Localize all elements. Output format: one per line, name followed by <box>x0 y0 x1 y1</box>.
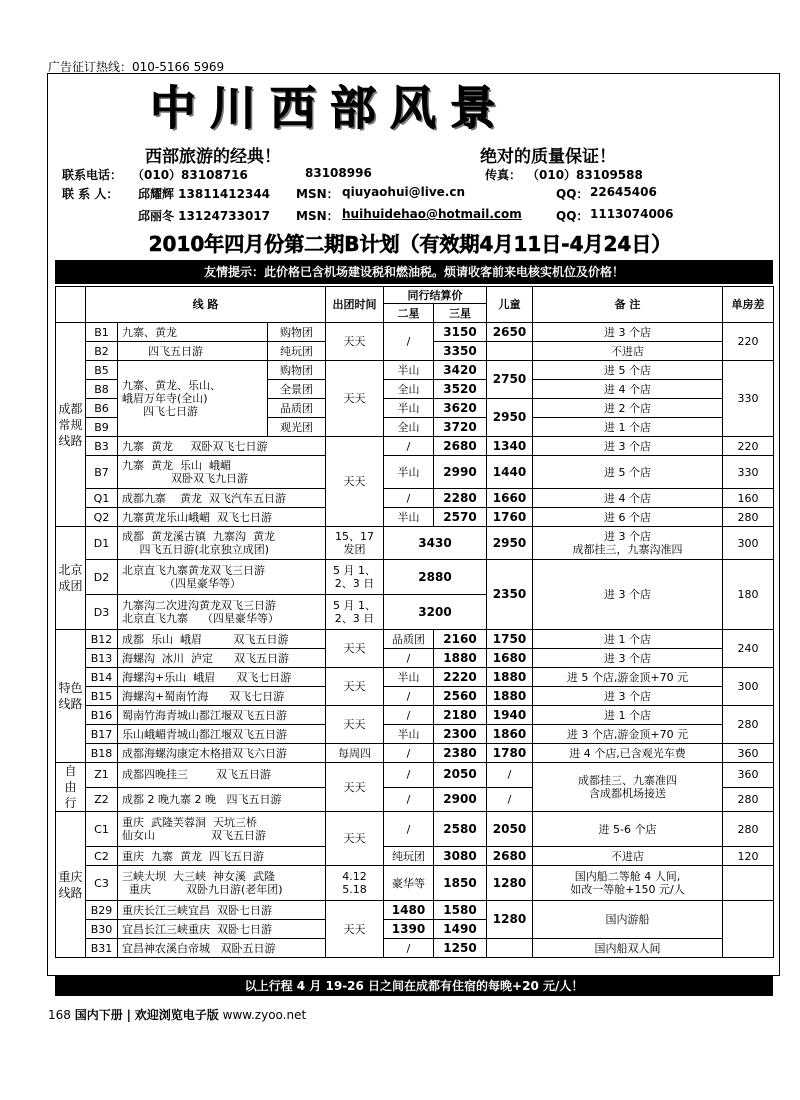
row-remark: 进 3 个店 <box>533 323 723 342</box>
row-two-star: 豪华等 <box>384 866 434 901</box>
row-two-star: / <box>384 744 434 763</box>
row-child: 2950 <box>487 399 533 437</box>
row-child: 2680 <box>487 847 533 866</box>
row-route: 成都四晚挂三 双飞五日游 <box>118 763 326 788</box>
header-depart: 出团时间 <box>326 287 384 323</box>
phone-label: 联系电话： <box>62 168 123 182</box>
row-three-star: 1490 <box>434 920 487 939</box>
row-two-star: / <box>384 649 434 668</box>
row-two-star: / <box>384 812 434 847</box>
row-code: B14 <box>86 668 118 687</box>
row-two-star: / <box>384 323 434 361</box>
row-three-star: 2880 <box>384 560 487 595</box>
row-route: 海螺沟 冰川 泸定 双飞五日游 <box>118 649 326 668</box>
row-two-star: / <box>384 687 434 706</box>
msn-label-1: MSN： <box>296 187 339 201</box>
fax-number: （010）83109588 <box>527 168 643 182</box>
row-remark: 进 4 个店 <box>533 489 723 508</box>
msn-label-2: MSN： <box>296 209 339 223</box>
row-depart: 天天 <box>326 763 384 812</box>
row-single: 280 <box>723 508 774 527</box>
qq-label-2: QQ： <box>556 209 589 223</box>
row-three-star: 3080 <box>434 847 487 866</box>
row-remark: 进 3 个店 <box>533 437 723 456</box>
page-number: 168 <box>48 1008 71 1022</box>
header-remark: 备 注 <box>533 287 723 323</box>
row-three-star: 2680 <box>434 437 487 456</box>
header-route: 线 路 <box>86 287 326 323</box>
row-code: B29 <box>86 901 118 920</box>
table-row <box>56 706 774 725</box>
row-remark: 进 3 个店 <box>533 649 723 668</box>
row-code: B30 <box>86 920 118 939</box>
row-remark: 进 2 个店 <box>533 399 723 418</box>
row-route: 九寨、黄龙 <box>118 323 268 342</box>
row-route: 重庆 九寨 黄龙 四飞五日游 <box>118 847 326 866</box>
table-row <box>56 489 774 508</box>
row-code: C3 <box>86 866 118 901</box>
row-three-star: 2380 <box>434 744 487 763</box>
row-code: Q2 <box>86 508 118 527</box>
row-code: C1 <box>86 812 118 847</box>
header-single: 单房差 <box>723 287 774 323</box>
region-beijing: 北京成团 <box>56 527 86 630</box>
row-code: B1 <box>86 323 118 342</box>
row-depart: 15、17 发团 <box>326 527 384 560</box>
row-three-star: 2990 <box>434 456 487 489</box>
bottom-note: 以上行程 4 月 19-26 日之间在成都有住宿的每晚+20 元/人！ <box>55 976 773 996</box>
row-depart: 天天 <box>326 706 384 744</box>
row-child: 1680 <box>487 649 533 668</box>
row-two-star: 半山 <box>384 508 434 527</box>
row-route: 重庆 武隆芙蓉洞 天坑三桥 仙女山 双飞五日游 <box>118 812 326 847</box>
row-three-star: 1580 <box>434 901 487 920</box>
row-three-star: 1250 <box>434 939 487 958</box>
row-code: B5 <box>86 361 118 380</box>
row-route: 九寨沟二次进沟黄龙双飞三日游 北京直飞九寨 （四星豪华等） <box>118 595 326 630</box>
row-single: 280 <box>723 706 774 744</box>
qq-1: 22645406 <box>590 185 657 199</box>
price-table <box>55 286 774 958</box>
table-row <box>56 939 774 958</box>
row-two-star: / <box>384 489 434 508</box>
row-code: B12 <box>86 630 118 649</box>
row-depart: 5 月 1、2、3 日 <box>326 595 384 630</box>
row-child: 1440 <box>487 456 533 489</box>
person-2: 邱丽冬 13124733017 <box>138 209 271 223</box>
row-three-star: 3150 <box>434 323 487 342</box>
table-row <box>56 668 774 687</box>
footer-separator: | <box>126 1008 131 1022</box>
row-route: 乐山峨嵋青城山都江堰双飞五日游 <box>118 725 326 744</box>
row-route: 九寨 黄龙 乐山 峨嵋 双卧双飞九日游 <box>118 456 326 489</box>
row-remark: 进 1 个店 <box>533 630 723 649</box>
row-three-star: 2050 <box>434 763 487 788</box>
row-code: B15 <box>86 687 118 706</box>
row-type: 购物团 <box>268 323 326 342</box>
row-depart: 天天 <box>326 901 384 958</box>
row-child <box>487 342 533 361</box>
row-single: 160 <box>723 489 774 508</box>
row-child: 1660 <box>487 489 533 508</box>
row-child <box>487 939 533 958</box>
row-single <box>723 901 774 958</box>
table-row <box>56 744 774 763</box>
row-remark: 不进店 <box>533 342 723 361</box>
row-two-star: 品质团 <box>384 630 434 649</box>
row-child: 1880 <box>487 668 533 687</box>
table-row <box>56 456 774 489</box>
row-child: 2950 <box>487 527 533 560</box>
row-two-star: 1390 <box>384 920 434 939</box>
row-three-star: 3620 <box>434 399 487 418</box>
footer <box>48 1006 306 1023</box>
header-price: 同行结算价 <box>384 287 487 304</box>
table-row <box>56 866 774 901</box>
row-code: B3 <box>86 437 118 456</box>
header-region <box>56 287 86 323</box>
row-single: 330 <box>723 361 774 437</box>
row-depart: 天天 <box>326 437 384 527</box>
row-three-star: 2560 <box>434 687 487 706</box>
row-three-star: 2580 <box>434 812 487 847</box>
row-depart: 天天 <box>326 323 384 361</box>
row-three-star: 2180 <box>434 706 487 725</box>
row-child: / <box>487 763 533 788</box>
qq-label-1: QQ： <box>556 187 589 201</box>
row-code: B2 <box>86 342 118 361</box>
table-header-row <box>56 287 774 304</box>
row-route: 九寨、黄龙、乐山、 峨眉万年寺(全山) 四飞七日游 <box>118 361 268 437</box>
row-code: D2 <box>86 560 118 595</box>
row-code: B18 <box>86 744 118 763</box>
row-remark: 国内游船 <box>533 901 723 939</box>
region-chengdu: 成都常规线路 <box>56 323 86 527</box>
slogan-left: 西部旅游的经典！ <box>145 147 281 167</box>
msn-2[interactable]: huihuidehao@hotmail.com <box>342 207 522 221</box>
row-three-star: 1880 <box>434 649 487 668</box>
row-three-star: 3430 <box>384 527 487 560</box>
row-code: D1 <box>86 527 118 560</box>
region-chongqing: 重庆线路 <box>56 812 86 958</box>
row-three-star: 3720 <box>434 418 487 437</box>
row-route: 成都九寨 黄龙 双飞汽车五日游 <box>118 489 326 508</box>
row-single: 330 <box>723 456 774 489</box>
row-type: 购物团 <box>268 361 326 380</box>
section-name: 国内下册 <box>74 1008 123 1022</box>
row-remark: 进 5-6 个店 <box>533 812 723 847</box>
row-child: 1860 <box>487 725 533 744</box>
row-route: 蜀南竹海青城山都江堰双飞五日游 <box>118 706 326 725</box>
row-code: B31 <box>86 939 118 958</box>
welcome-text: 欢迎浏览电子版 <box>134 1008 219 1022</box>
row-three-star: 2220 <box>434 668 487 687</box>
row-three-star: 2280 <box>434 489 487 508</box>
header-two-star: 二星 <box>384 304 434 323</box>
row-remark: 进 3 个店,游金顶+70 元 <box>533 725 723 744</box>
row-child: 1880 <box>487 687 533 706</box>
row-child: 2650 <box>487 323 533 342</box>
row-route: 四飞五日游 <box>118 342 268 361</box>
row-three-star: 1850 <box>434 866 487 901</box>
row-route: 宜昌神农溪白帝城 双卧五日游 <box>118 939 326 958</box>
row-depart: 天天 <box>326 630 384 668</box>
row-single: 360 <box>723 763 774 788</box>
row-two-star: / <box>384 787 434 812</box>
row-remark: 进 3 个店 <box>533 687 723 706</box>
row-two-star: / <box>384 939 434 958</box>
row-route: 成都 2 晚九寨 2 晚 四飞五日游 <box>118 787 326 812</box>
table-row <box>56 847 774 866</box>
plan-title: 2010年四月份第二期B计划（有效期4月11日-4月24日） <box>148 232 672 256</box>
row-child: 2350 <box>487 560 533 630</box>
row-remark: 进 4 个店,已含观光车费 <box>533 744 723 763</box>
row-route: 海螺沟+乐山 峨眉 双飞七日游 <box>118 668 326 687</box>
row-depart: 每周四 <box>326 744 384 763</box>
region-special: 特色线路 <box>56 630 86 763</box>
row-remark: 进 5 个店 <box>533 361 723 380</box>
website-link[interactable]: www.zyoo.net <box>222 1008 307 1022</box>
row-single: 280 <box>723 787 774 812</box>
table-row <box>56 527 774 560</box>
table-row <box>56 323 774 342</box>
notice-bar: 友情提示：此价格已含机场建设税和燃油税。烦请收客前来电核实机位及价格！ <box>55 260 773 284</box>
row-single: 120 <box>723 847 774 866</box>
row-remark: 进 1 个店 <box>533 418 723 437</box>
row-route: 三峡大坝 大三峡 神女溪 武隆 重庆 双卧九日游(老年团) <box>118 866 326 901</box>
msn-1[interactable]: qiuyaohui@live.cn <box>342 185 466 199</box>
row-route: 重庆长江三峡宜昌 双卧七日游 <box>118 901 326 920</box>
table-row <box>56 437 774 456</box>
row-remark: 进 3 个店 成都挂三，九寨沟准四 <box>533 527 723 560</box>
row-single: 300 <box>723 668 774 706</box>
row-child: 1760 <box>487 508 533 527</box>
row-single: 240 <box>723 630 774 668</box>
row-single: 360 <box>723 744 774 763</box>
row-type: 观光团 <box>268 418 326 437</box>
row-three-star: 2160 <box>434 630 487 649</box>
row-code: B13 <box>86 649 118 668</box>
row-three-star: 3200 <box>384 595 487 630</box>
row-code: B8 <box>86 380 118 399</box>
row-remark: 进 6 个店 <box>533 508 723 527</box>
row-two-star: 半山 <box>384 725 434 744</box>
row-route: 九寨 黄龙 双卧双飞七日游 <box>118 437 326 456</box>
row-route: 成都 黄龙溪古镇 九寨沟 黄龙 四飞五日游(北京独立成团) <box>118 527 326 560</box>
row-code: Z2 <box>86 787 118 812</box>
row-two-star: 半山 <box>384 361 434 380</box>
row-remark: 国内船二等舱 4 人间, 如改一等舱+150 元/人 <box>533 866 723 901</box>
row-remark: 成都挂三、九寨准四 含成都机场接送 <box>533 763 723 812</box>
header-three-star: 三星 <box>434 304 487 323</box>
row-code: C2 <box>86 847 118 866</box>
row-three-star: 2300 <box>434 725 487 744</box>
row-child: 1780 <box>487 744 533 763</box>
row-child: 2050 <box>487 812 533 847</box>
row-child: / <box>487 787 533 812</box>
row-two-star: 半山 <box>384 456 434 489</box>
row-single <box>723 866 774 901</box>
row-depart: 天天 <box>326 668 384 706</box>
row-remark: 国内船双人间 <box>533 939 723 958</box>
row-three-star: 3350 <box>434 342 487 361</box>
table-row <box>56 763 774 788</box>
row-two-star: / <box>384 706 434 725</box>
region-free: 自由行 <box>56 763 86 812</box>
row-three-star: 2570 <box>434 508 487 527</box>
table-row <box>56 812 774 847</box>
row-child: 1750 <box>487 630 533 649</box>
row-remark: 不进店 <box>533 847 723 866</box>
row-two-star: 半山 <box>384 399 434 418</box>
row-three-star: 3520 <box>434 380 487 399</box>
row-route: 成都海螺沟康定木格措双飞六日游 <box>118 744 326 763</box>
row-remark: 进 4 个店 <box>533 380 723 399</box>
table-row <box>56 361 774 380</box>
row-type: 纯玩团 <box>268 342 326 361</box>
row-remark: 进 1 个店 <box>533 706 723 725</box>
row-single: 220 <box>723 323 774 361</box>
row-code: B7 <box>86 456 118 489</box>
row-child: 1280 <box>487 901 533 939</box>
person-1: 邱耀辉 13811412344 <box>138 187 271 201</box>
row-three-star: 2900 <box>434 787 487 812</box>
row-two-star: 全山 <box>384 418 434 437</box>
row-single: 300 <box>723 527 774 560</box>
row-route: 北京直飞九寨黄龙双飞三日游 （四星豪华等） <box>118 560 326 595</box>
table-row <box>56 901 774 920</box>
row-child: 1280 <box>487 866 533 901</box>
table-row <box>56 630 774 649</box>
ad-hotline: 广告征订热线：010-5166 5969 <box>48 60 225 74</box>
row-route: 九寨黄龙乐山峨嵋 双飞七日游 <box>118 508 326 527</box>
row-code: B6 <box>86 399 118 418</box>
table-row <box>56 687 774 706</box>
row-remark: 进 3 个店 <box>533 560 723 630</box>
row-two-star: / <box>384 437 434 456</box>
row-two-star: 纯玩团 <box>384 847 434 866</box>
row-depart: 天天 <box>326 361 384 437</box>
row-child: 2750 <box>487 361 533 399</box>
fax-label: 传真： <box>485 168 522 182</box>
slogan-right: 绝对的质量保证！ <box>480 147 616 167</box>
row-depart: 5 月 1、2、3 日 <box>326 560 384 595</box>
row-code: B17 <box>86 725 118 744</box>
table-row <box>56 560 774 595</box>
brand-logo: 中川西部风景 <box>150 81 510 135</box>
table-row <box>56 649 774 668</box>
row-type: 品质团 <box>268 399 326 418</box>
row-single: 280 <box>723 812 774 847</box>
row-child: 1340 <box>487 437 533 456</box>
header-child: 儿童 <box>487 287 533 323</box>
table-row <box>56 725 774 744</box>
row-two-star: 半山 <box>384 668 434 687</box>
row-code: B16 <box>86 706 118 725</box>
row-depart: 天天 <box>326 812 384 866</box>
row-two-star: 1480 <box>384 901 434 920</box>
row-three-star: 3420 <box>434 361 487 380</box>
table-row <box>56 508 774 527</box>
qq-2: 1113074006 <box>590 207 674 221</box>
row-type: 全景团 <box>268 380 326 399</box>
phone-1: （010）83108716 <box>132 168 248 182</box>
row-remark: 进 5 个店,游金顶+70 元 <box>533 668 723 687</box>
row-code: Q1 <box>86 489 118 508</box>
person-label: 联 系 人： <box>62 187 119 201</box>
row-child: 1940 <box>487 706 533 725</box>
row-route: 成都 乐山 峨眉 双飞五日游 <box>118 630 326 649</box>
row-single: 180 <box>723 560 774 630</box>
row-two-star: 全山 <box>384 380 434 399</box>
row-code: B9 <box>86 418 118 437</box>
row-two-star: / <box>384 763 434 788</box>
row-route: 宜昌长江三峡重庆 双卧七日游 <box>118 920 326 939</box>
phone-2: 83108996 <box>305 166 372 180</box>
row-depart: 4.12 5.18 <box>326 866 384 901</box>
row-code: D3 <box>86 595 118 630</box>
row-route: 海螺沟+蜀南竹海 双飞七日游 <box>118 687 326 706</box>
row-remark: 进 5 个店 <box>533 456 723 489</box>
row-code: Z1 <box>86 763 118 788</box>
row-single: 220 <box>723 437 774 456</box>
